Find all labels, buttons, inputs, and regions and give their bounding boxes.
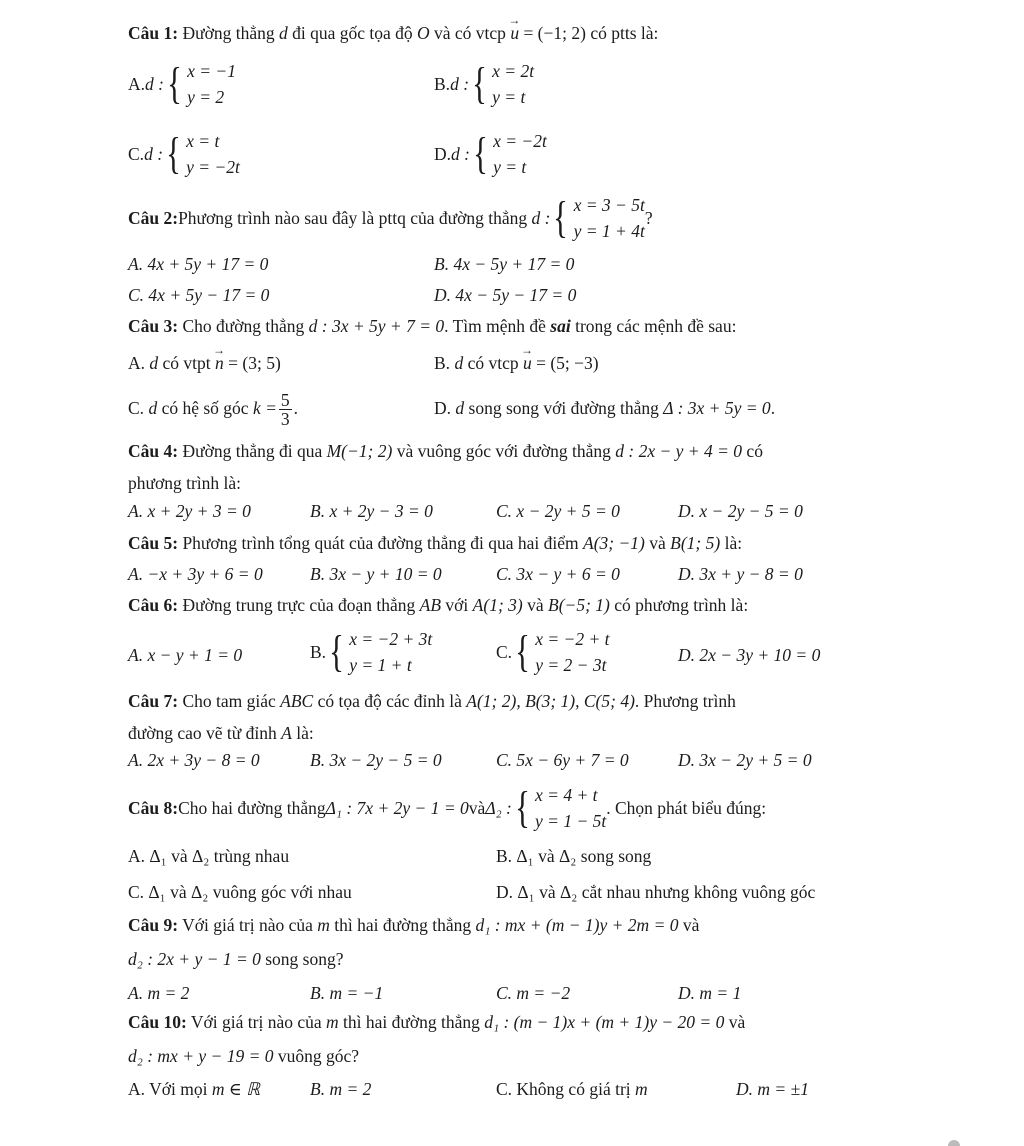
q1-option-c [128,128,240,180]
q10-text: vuông góc? [273,1046,360,1066]
q1-vector: → u [510,22,519,44]
q5-text: và [644,533,671,553]
fraction-numerator: 5 [280,390,290,411]
question-4-number: Câu 4: [128,441,179,461]
q10-option-d: D. m = ±1 [736,1079,809,1099]
q3-option-d [434,397,775,419]
q8-line-1: Δ₁ : 7x + 2y − 1 = 0 [325,798,469,818]
q1-text: và có vtcp [429,23,511,43]
option-label: C. [496,642,513,662]
option-prefix: d : [451,144,470,164]
q4-text: và vuông góc với đường thẳng [392,441,616,461]
brace-icon: { [329,627,345,676]
q7-text: . Phương trình [634,691,736,711]
q9-line-2: d₂ : 2x + y − 1 = 0 [128,949,261,969]
q3-emphasis: sai [550,316,571,336]
question-10-number: Câu 10: [128,1012,187,1032]
q6-option-d: D. 2x − 3y + 10 = 0 [678,645,821,665]
question-7-number: Câu 7: [128,691,179,711]
q3-equation: d : 3x + 5y + 7 = 0 [308,316,445,336]
q10-param: m [326,1012,339,1032]
system-line: y = t [493,157,527,177]
option-vector: → u [523,352,532,374]
system-line: x = 3 − 5t [573,195,645,215]
question-10 [128,1011,745,1033]
system-line: y = t [492,87,526,107]
question-5 [128,532,742,554]
system-line: y = 2 [187,87,225,107]
q4-text: có [742,441,763,461]
question-6-number: Câu 6: [128,595,179,615]
option-label: B. [434,74,451,94]
q9-text: song song? [260,949,344,969]
q7-points: A(1; 2), B(3; 1), C(5; 4) [466,691,635,711]
option-end: . [770,398,776,418]
q4-option-a: A. x + 2y + 3 = 0 [128,501,251,521]
q7-line2 [128,722,314,744]
option-label: A. [128,353,150,373]
q4-option-b: B. x + 2y − 3 = 0 [310,501,433,521]
q4-line2: phương trình là: [128,473,242,493]
q4-option-d: D. x − 2y − 5 = 0 [678,501,803,521]
q7-vertex: A [281,723,292,743]
question-8-number: Câu 8: [128,798,179,818]
question-9 [128,914,699,936]
system-line: y = −2t [186,157,240,177]
q1-text: Đường thẳng [178,23,279,43]
q1-option-d [434,128,547,180]
option-label: A. Với mọi [128,1079,212,1099]
system-line: x = −2 + t [535,629,610,649]
question-9-number: Câu 9: [128,915,179,935]
system-line: y = 2 − 3t [535,655,607,675]
question-7 [128,690,736,712]
question-3 [128,315,736,337]
q3-text: Cho đường thẳng [178,316,309,336]
q4-equation: d : 2x − y + 4 = 0 [615,441,743,461]
option-prefix: d : [450,74,470,94]
option-label: D. [434,144,452,164]
q10-line-2: d₂ : mx + y − 19 = 0 [128,1046,274,1066]
q7-text: có tọa độ các đỉnh là [313,691,467,711]
q2-option-c: C. 4x + 5y − 17 = 0 [128,285,270,305]
q6-point-b: B(−5; 1) [548,595,610,615]
q4-option-c: C. x − 2y + 5 = 0 [496,501,620,521]
system-line: x = −1 [187,61,236,81]
brace-icon: { [472,59,487,108]
q5-text: Phương trình tổng quát của đường thẳng đi qua hai điểm [178,533,583,553]
q6-option-a: A. x − y + 1 = 0 [128,645,243,665]
option-value: = (5; −3) [531,353,599,373]
q8-option-a: A. Δ₁ và Δ₂ trùng nhau [128,846,290,866]
q8-option-d: D. Δ₁ và Δ₂ cắt nhau nhưng không vuông góc [496,882,816,902]
q1-text: đi qua gốc tọa độ [287,23,417,43]
question-3-number: Câu 3: [128,316,179,336]
brace-icon: { [553,193,569,242]
q9-option-b: B. m = −1 [310,983,384,1003]
option-prefix: d : [145,74,164,94]
q2-prefix: d : [531,208,551,228]
q9-line2 [128,948,344,970]
option-vector: → n [215,352,224,374]
q2-option-b: B. 4x − 5y + 17 = 0 [434,254,575,274]
option-text: song song với đường thẳng [464,398,664,418]
q6-text: với [441,595,473,615]
q3-option-a [128,352,281,374]
q7-option-b: B. 3x − 2y − 5 = 0 [310,750,442,770]
brace-icon: { [515,783,530,832]
q7-option-a: A. 2x + 3y − 8 = 0 [128,750,260,770]
q10-option-c [496,1078,648,1100]
q10-text: và [724,1012,746,1032]
q1-d: d [278,23,288,43]
system-line: y = 1 + 4t [573,221,645,241]
q9-option-d: D. m = 1 [678,983,742,1003]
q10-line-1: d₁ : (m − 1)x + (m + 1)y − 20 = 0 [484,1012,725,1032]
option-d: d [148,398,158,418]
q2-post: ? [644,208,653,228]
question-2 [128,192,653,244]
q1-o: O [417,23,430,43]
q6-point-a: A(1; 3) [472,595,523,615]
option-label: D. [434,398,456,418]
question-2-number: Câu 2: [128,208,179,228]
system-line: x = t [186,131,220,151]
brace-icon: { [515,627,531,676]
system-line: x = 4 + t [535,785,598,805]
option-d: d [454,353,464,373]
option-text: có vtcp [463,353,523,373]
q3-text: trong các mệnh đề sau: [570,316,737,336]
option-text: có hệ số góc [157,398,253,418]
q6-segment: AB [419,595,442,615]
q7-triangle: ABC [280,691,314,711]
q8-text: . Chọn phát biểu đúng: [606,798,767,818]
option-label: C. [128,398,149,418]
question-5-number: Câu 5: [128,533,179,553]
option-label: C. [128,144,145,164]
q5-point-b: B(1; 5) [670,533,721,553]
q10-text: thì hai đường thẳng [338,1012,485,1032]
option-label: B. [434,353,455,373]
q7-text: đường cao vẽ từ đỉnh [128,723,282,743]
q7-text: là: [291,723,314,743]
q9-param: m [317,915,330,935]
q5-point-a: A(3; −1) [583,533,645,553]
question-6 [128,594,748,616]
q7-option-c: C. 5x − 6y + 7 = 0 [496,750,629,770]
q10-option-a [128,1078,260,1100]
q5-text: là: [720,533,743,553]
q3-text: . Tìm mệnh đề [444,316,551,336]
q3-option-b [434,352,599,374]
q10-text: Với giá trị nào của [186,1012,326,1032]
q1-option-b [434,58,534,110]
option-label: C. Không có giá trị [496,1079,636,1099]
q9-text: và [678,915,700,935]
option-value: = (3; 5) [223,353,281,373]
question-8 [128,782,766,834]
option-end: . [293,398,299,418]
q8-option-b: B. Δ₁ và Δ₂ song song [496,846,652,866]
q9-text: thì hai đường thẳng [329,915,476,935]
q1-vector-value: = (−1; 2) [519,23,586,43]
q1-text: có ptts là: [585,23,659,43]
system-line: x = −2t [493,131,547,151]
q6-option-b [310,626,432,678]
q7-option-d: D. 3x − 2y + 5 = 0 [678,750,812,770]
brace-icon: { [473,129,488,178]
q7-text: Cho tam giác [178,691,281,711]
brace-icon: { [166,129,181,178]
q9-line-1: d₁ : mx + (m − 1)y + 2m = 0 [475,915,679,935]
q6-text: Đường trung trực của đoạn thẳng [178,595,420,615]
fraction [279,391,292,428]
q2-option-a: A. 4x + 5y + 17 = 0 [128,254,269,274]
brace-icon: { [167,59,182,108]
question-4 [128,440,763,462]
system-line: x = 2t [492,61,535,81]
q6-option-c [496,626,610,678]
q9-option-a: A. m = 2 [128,983,190,1003]
fraction-denominator: 3 [280,409,290,430]
system-line: y = 1 − 5t [535,811,607,831]
page-edge-mark [948,1140,960,1146]
q5-option-c: C. 3x − y + 6 = 0 [496,564,620,584]
q4-text: Đường thẳng đi qua [178,441,327,461]
q2-option-d: D. 4x − 5y − 17 = 0 [434,285,577,305]
option-d: d [455,398,465,418]
q8-option-c: C. Δ₁ và Δ₂ vuông góc với nhau [128,882,352,902]
option-text: có vtpt [158,353,216,373]
option-value: m [635,1079,648,1099]
question-1-number: Câu 1: [128,23,179,43]
q2-text: Phương trình nào sau đây là pttq của đường thẳng [178,208,528,228]
q1-option-a [128,58,236,110]
question-1 [128,22,658,44]
option-label: A. [128,74,146,94]
q6-text: có phương trình là: [609,595,749,615]
option-d: d [149,353,159,373]
q6-text: và [522,595,549,615]
q8-line-2-prefix: Δ₂ : [485,798,512,818]
q5-option-d: D. 3x + y − 8 = 0 [678,564,803,584]
q8-text: Cho hai đường thẳng [178,798,326,818]
q8-text: và [468,798,486,818]
q10-line2 [128,1045,359,1067]
system-line: y = 1 + t [349,655,412,675]
q10-option-b: B. m = 2 [310,1079,372,1099]
option-label: B. [310,642,327,662]
q9-option-c: C. m = −2 [496,983,571,1003]
q4-point: M(−1; 2) [326,441,393,461]
q5-option-a: A. −x + 3y + 6 = 0 [128,564,263,584]
q3-option-c [128,388,298,428]
option-prefix: d : [144,144,164,164]
option-value: m ∈ ℝ [211,1079,261,1099]
system-line: x = −2 + 3t [349,629,433,649]
option-k: k = [252,398,277,418]
option-equation: Δ : 3x + 5y = 0 [663,398,771,418]
q5-option-b: B. 3x − y + 10 = 0 [310,564,442,584]
q9-text: Với giá trị nào của [178,915,318,935]
